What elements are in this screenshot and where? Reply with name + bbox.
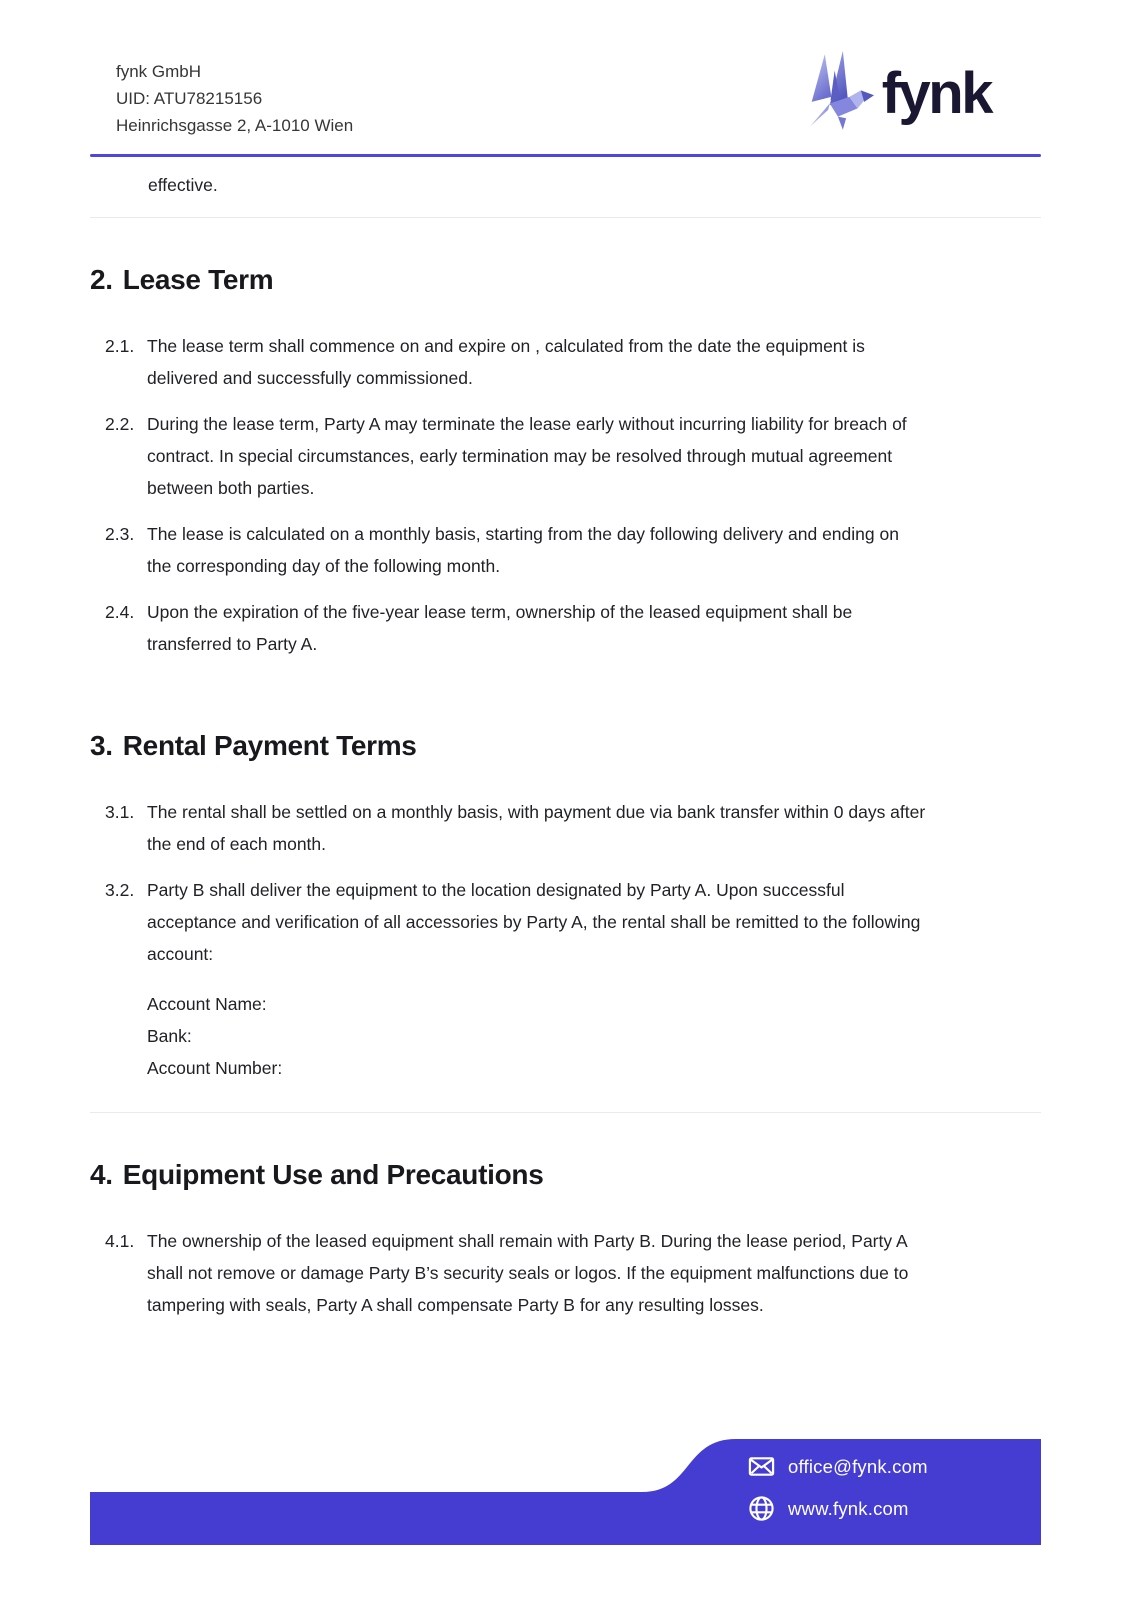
globe-icon	[748, 1495, 775, 1522]
account-number-label: Account Number:	[147, 1058, 283, 1078]
bank-label: Bank:	[147, 1026, 192, 1046]
document-body	[0, 170, 1131, 1321]
company-name: fynk GmbH	[116, 62, 202, 81]
account-name-label: Account Name:	[147, 994, 267, 1014]
section-title: Lease Term	[122, 264, 274, 295]
item-number: 2.3.	[105, 524, 135, 544]
website-row[interactable]	[748, 1492, 928, 1525]
item-number: 2.2.	[105, 414, 135, 434]
item-number: 2.1.	[105, 336, 135, 356]
footer-email[interactable]: office@fynk.com	[788, 1455, 928, 1477]
company-uid: UID: ATU78215156	[116, 89, 263, 108]
section-number: 3.	[90, 730, 113, 761]
email-row[interactable]	[748, 1450, 928, 1483]
page-footer	[90, 1437, 1041, 1545]
list-item	[105, 874, 1041, 970]
item-number: 4.1.	[105, 1231, 135, 1251]
section-title: Rental Payment Terms	[122, 730, 417, 761]
company-address: Heinrichsgasse 2, A-1010 Wien	[116, 116, 354, 135]
footer-contacts	[748, 1450, 928, 1525]
section-3-items	[90, 796, 1041, 1084]
section-4-items	[90, 1225, 1041, 1321]
section-heading-lease-term	[90, 260, 1041, 300]
item-text: The lease term shall commence on and expire on , calculated from the date the equipment is delivered and successfully commissioned.	[147, 336, 865, 388]
list-item	[105, 596, 1041, 660]
item-number: 3.2.	[105, 880, 135, 900]
header-rule	[90, 154, 1041, 157]
item-text: During the lease term, Party A may terminate the lease early without incurring liability for breach of contract. In special circumstances, early termination may be resolved through mutual agreement between both parties.	[147, 414, 907, 498]
item-text: Party B shall deliver the equipment to the location designated by Party A. Upon successful acceptance and verification of all accessories by Party A, the rental shall be remitted to the following account:	[147, 880, 921, 964]
section-divider	[90, 1112, 1041, 1113]
crane-icon	[792, 48, 874, 136]
fynk-logo	[792, 52, 991, 136]
list-item	[105, 796, 1041, 860]
section-divider	[90, 217, 1041, 218]
page-header	[0, 0, 1131, 157]
list-item	[105, 1225, 1041, 1321]
envelope-icon	[748, 1453, 775, 1480]
section-heading-equipment-use	[90, 1155, 1041, 1195]
account-details-block	[147, 988, 1041, 1084]
logo-wordmark: fynk	[881, 61, 991, 126]
section-heading-rental-payment	[90, 726, 1041, 766]
item-number: 2.4.	[105, 602, 135, 622]
section-number: 4.	[90, 1159, 113, 1190]
footer-website[interactable]: www.fynk.com	[788, 1497, 909, 1519]
item-text: The rental shall be settled on a monthly basis, with payment due via bank transfer within 0 days after the end of each month.	[147, 802, 926, 854]
item-text: The ownership of the leased equipment shall remain with Party B. During the lease period, Party A shall not remove or damage Party B’s security seals or logos. If the equipment malfunctions due to tampering with seals, Party A shall compensate Party B for any resulting losses.	[147, 1231, 909, 1315]
item-number: 3.1.	[105, 802, 135, 822]
intro-paragraph-fragment: effective.	[148, 175, 218, 195]
list-item	[105, 518, 1041, 582]
item-text: Upon the expiration of the five-year lease term, ownership of the leased equipment shall be transferred to Party A.	[147, 602, 853, 654]
section-title: Equipment Use and Precautions	[122, 1159, 544, 1190]
list-item	[105, 408, 1041, 504]
section-2-items	[90, 330, 1041, 660]
list-item	[105, 330, 1041, 394]
item-text: The lease is calculated on a monthly basis, starting from the day following delivery and ending on the corresponding day of the following month.	[147, 524, 899, 576]
section-number: 2.	[90, 264, 113, 295]
